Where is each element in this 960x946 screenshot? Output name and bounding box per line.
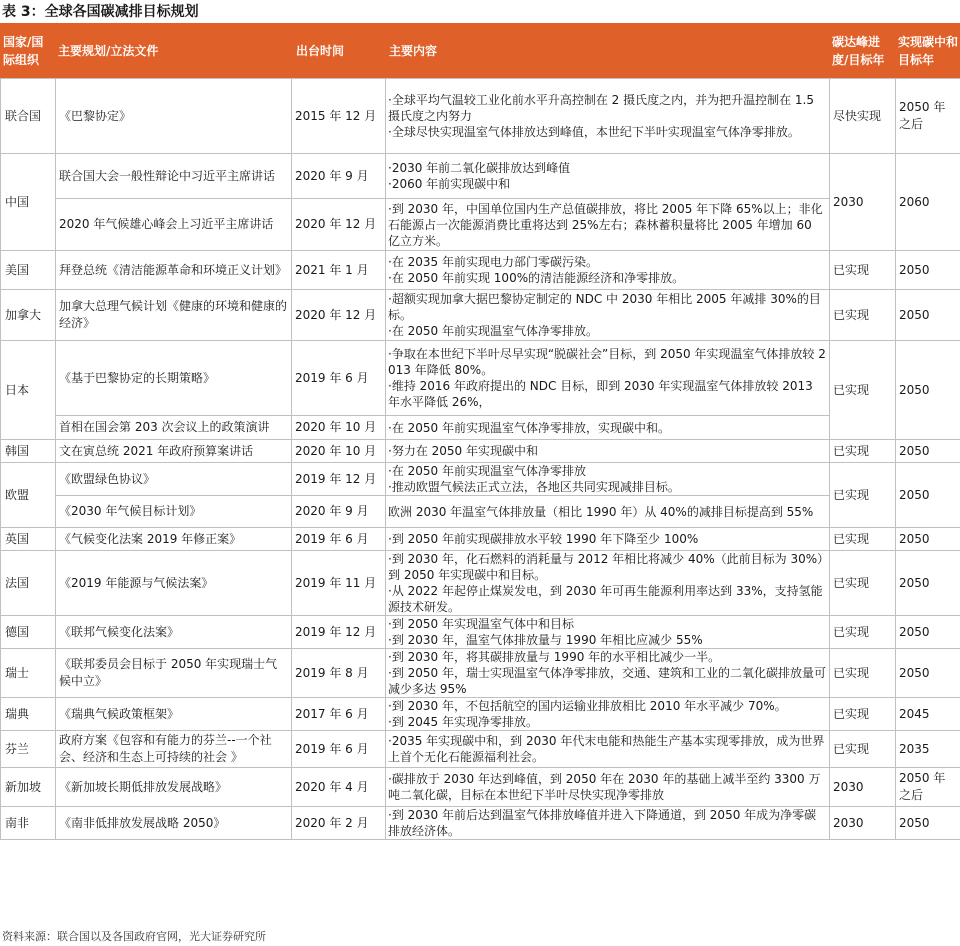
table-title: 表 3：全球各国碳减排目标规划 (2, 4, 199, 20)
date-cell: 2019 年 6 月 (292, 528, 386, 551)
content-line: ·到 2050 年，瑞士实现温室气体净零排放，交通、建筑和工业的二氧化碳排放量可减少多达 95% (388, 666, 826, 696)
table-row (1, 551, 960, 616)
peak-cell: 已实现 (830, 251, 896, 290)
source-note: 资料来源：联合国以及各国政府官网，光大证券研究所 (2, 930, 266, 943)
content-line: ·全球平均气温较工业化前水平升高控制在 2 摄氏度之内，并为把升温控制在 1.5 摄氏度之内努力 (388, 93, 814, 123)
table-row (1, 649, 960, 698)
document-cell: 《气候变化法案 2019 年修正案》 (56, 528, 292, 551)
content-line: ·全球尽快实现温室气体排放达到峰值，本世纪下半叶实现温室气体净零排放。 (388, 125, 800, 139)
country-cell: 法国 (1, 551, 56, 616)
date-cell: 2020 年 9 月 (292, 496, 386, 528)
content-cell (386, 251, 830, 290)
document-cell: 首相在国会第 203 次会议上的政策演讲 (56, 416, 292, 440)
content-cell (386, 698, 830, 731)
content-cell (386, 528, 830, 551)
neutral-cell: 2050 (896, 616, 960, 649)
content-cell (386, 416, 830, 440)
peak-cell: 已实现 (830, 528, 896, 551)
table-row (1, 290, 960, 341)
peak-cell: 2030 (830, 768, 896, 807)
content-line: ·到 2030 年，温室气体排放量与 1990 年相比应减少 55% (388, 633, 703, 647)
document-cell: 《南非低排放发展战略 2050》 (56, 807, 292, 840)
content-line: ·在 2050 年前实现温室气体净零排放。 (388, 324, 598, 338)
neutral-cell: 2050 (896, 341, 960, 440)
date-cell: 2019 年 11 月 (292, 551, 386, 616)
content-line: ·到 2050 年实现温室气体中和目标 (388, 617, 574, 631)
content-line: ·到 2030 年，化石燃料的消耗量与 2012 年相比将减少 40%（此前目标为 30%）到 2050 年实现碳中和目标。 (388, 552, 824, 582)
country-cell: 韩国 (1, 440, 56, 463)
content-cell (386, 440, 830, 463)
neutral-cell: 2050 (896, 440, 960, 463)
peak-cell: 已实现 (830, 649, 896, 698)
document-cell: 《瑞典气候政策框架》 (56, 698, 292, 731)
document-cell: 政府方案《包容和有能力的芬兰--一个社会、经济和生态上可持续的社会 》 (56, 731, 292, 768)
table-row (1, 496, 960, 528)
content-line: ·在 2035 年前实现电力部门零碳污染。 (388, 255, 598, 269)
table-row (1, 341, 960, 416)
country-cell: 欧盟 (1, 463, 56, 528)
neutral-cell: 2045 (896, 698, 960, 731)
table-row (1, 154, 960, 199)
date-cell: 2020 年 12 月 (292, 290, 386, 341)
country-cell: 联合国 (1, 79, 56, 154)
neutral-cell: 2050 年之后 (896, 79, 960, 154)
country-cell: 中国 (1, 154, 56, 251)
content-cell (386, 768, 830, 807)
content-line: ·争取在本世纪下半叶尽早实现“脱碳社会”目标，到 2050 年实现温室气体排放较 2013 年降低 80%。 (388, 347, 826, 377)
country-cell: 加拿大 (1, 290, 56, 341)
table-row (1, 416, 960, 440)
country-cell: 日本 (1, 341, 56, 440)
table-row (1, 79, 960, 154)
date-cell: 2020 年 12 月 (292, 199, 386, 251)
neutral-cell: 2050 (896, 807, 960, 840)
peak-cell: 2030 (830, 807, 896, 840)
content-line: ·到 2030 年前后达到温室气体排放峰值并进入下降通道，到 2050 年成为净零碳排放经济体。 (388, 808, 817, 838)
content-line: ·到 2030 年，将其碳排放量与 1990 年的水平相比减少一半。 (388, 650, 721, 664)
peak-cell: 已实现 (830, 290, 896, 341)
table-row (1, 807, 960, 840)
country-cell: 南非 (1, 807, 56, 840)
content-cell (386, 199, 830, 251)
neutral-cell: 2050 (896, 551, 960, 616)
peak-cell: 已实现 (830, 731, 896, 768)
content-line: ·超额实现加拿大据巴黎协定制定的 NDC 中 2030 年相比 2005 年减排 30%的目标。 (388, 292, 821, 322)
date-cell: 2020 年 10 月 (292, 416, 386, 440)
content-line: 欧洲 2030 年温室气体排放量（相比 1990 年）从 40%的减排目标提高到 55% (388, 504, 814, 519)
header-peak: 碳达峰进度/目标年 (832, 34, 885, 67)
neutral-cell: 2050 (896, 528, 960, 551)
document-cell: 《巴黎协定》 (56, 79, 292, 154)
date-cell: 2019 年 12 月 (292, 463, 386, 496)
document-cell: 联合国大会一般性辩论中习近平主席讲话 (56, 154, 292, 199)
content-line: ·在 2050 年前实现温室气体净零排放，实现碳中和。 (388, 420, 670, 435)
neutral-cell: 2050 (896, 649, 960, 698)
neutral-cell: 2050 (896, 290, 960, 341)
country-cell: 瑞士 (1, 649, 56, 698)
content-cell (386, 551, 830, 616)
content-cell (386, 79, 830, 154)
peak-cell: 尽快实现 (830, 79, 896, 154)
neutral-cell: 2035 (896, 731, 960, 768)
content-line: ·到 2045 年实现净零排放。 (388, 715, 538, 729)
header-doc: 主要规划/立法文件 (58, 43, 159, 58)
peak-cell: 2030 (830, 154, 896, 251)
content-cell (386, 496, 830, 528)
targets-table (0, 78, 960, 840)
content-cell (386, 616, 830, 649)
content-cell (386, 649, 830, 698)
table-row (1, 251, 960, 290)
content-cell (386, 290, 830, 341)
table-row (1, 463, 960, 496)
header-country: 国家/国际组织 (3, 34, 44, 67)
country-cell: 美国 (1, 251, 56, 290)
neutral-cell: 2050 (896, 251, 960, 290)
date-cell: 2019 年 6 月 (292, 341, 386, 416)
header-date: 出台时间 (296, 43, 345, 58)
country-cell: 芬兰 (1, 731, 56, 768)
document-cell: 拜登总统《清洁能源革命和环境正义计划》 (56, 251, 292, 290)
document-cell: 《欧盟绿色协议》 (56, 463, 292, 496)
content-line: ·到 2030 年，不包括航空的国内运输业排放相比 2010 年水平减少 70%。 (388, 699, 787, 713)
country-cell: 英国 (1, 528, 56, 551)
document-cell: 《基于巴黎协定的长期策略》 (56, 341, 292, 416)
document-cell: 加拿大总理气候计划《健康的环境和健康的经济》 (56, 290, 292, 341)
table-row (1, 440, 960, 463)
content-line: ·维持 2016 年政府提出的 NDC 目标，即到 2030 年实现温室气体排放较 2013 年水平降低 26%， (388, 379, 813, 409)
table-row (1, 698, 960, 731)
content-cell (386, 731, 830, 768)
content-cell (386, 341, 830, 416)
table-header (0, 23, 960, 78)
header-content: 主要内容 (389, 43, 438, 58)
date-cell: 2019 年 12 月 (292, 616, 386, 649)
content-line: ·碳排放于 2030 年达到峰值，到 2050 年在 2030 年的基础上减半至约 3300 万吨二氧化碳，目标在本世纪下半叶尽快实现净零排放 (388, 772, 821, 802)
content-line: ·2030 年前二氧化碳排放达到峰值 (388, 161, 571, 175)
content-line: ·到 2050 年前实现碳排放水平较 1990 年下降至少 100% (388, 532, 699, 546)
content-line: ·努力在 2050 年实现碳中和 (388, 444, 538, 458)
table-row (1, 768, 960, 807)
neutral-cell: 2060 (896, 154, 960, 251)
date-cell: 2021 年 1 月 (292, 251, 386, 290)
content-line: ·在 2050 年前实现 100%的清洁能源经济和净零排放。 (388, 271, 685, 285)
document-cell: 2020 年气候雄心峰会上习近平主席讲话 (56, 199, 292, 251)
country-cell: 德国 (1, 616, 56, 649)
peak-cell: 已实现 (830, 440, 896, 463)
date-cell: 2020 年 10 月 (292, 440, 386, 463)
content-line: ·到 2030 年，中国单位国内生产总值碳排放，将比 2005 年下降 65%以上；非化石能源占一次能源消费比重将达到 25%左右；森林蓄积量将比 2005 年增加 60 亿立方米。 (388, 201, 823, 248)
peak-cell: 已实现 (830, 551, 896, 616)
date-cell: 2019 年 8 月 (292, 649, 386, 698)
table-row (1, 731, 960, 768)
date-cell: 2017 年 6 月 (292, 698, 386, 731)
table-row (1, 199, 960, 251)
neutral-cell: 2050 年之后 (896, 768, 960, 807)
date-cell: 2020 年 9 月 (292, 154, 386, 199)
header-neutral: 实现碳中和目标年 (898, 34, 958, 67)
peak-cell: 已实现 (830, 698, 896, 731)
document-cell: 文在寅总统 2021 年政府预算案讲话 (56, 440, 292, 463)
document-cell: 《2030 年气候目标计划》 (56, 496, 292, 528)
peak-cell: 已实现 (830, 463, 896, 528)
content-line: ·推动欧盟气候法正式立法，各地区共同实现减排目标。 (388, 480, 680, 494)
table-wrap (0, 78, 960, 840)
document-cell: 《联邦委员会目标于 2050 年实现瑞士气候中立》 (56, 649, 292, 698)
content-line: ·在 2050 年前实现温室气体净零排放 (388, 464, 586, 478)
content-cell (386, 154, 830, 199)
content-line: ·2035 年实现碳中和，到 2030 年代末电能和热能生产基本实现零排放，成为世界上首个无化石能源福利社会。 (388, 734, 825, 764)
peak-cell: 已实现 (830, 341, 896, 440)
document-cell: 《2019 年能源与气候法案》 (56, 551, 292, 616)
content-line: ·从 2022 年起停止煤炭发电，到 2030 年可再生能源利用率达到 33%，支持氢能源技术研发。 (388, 584, 823, 614)
table-row (1, 528, 960, 551)
neutral-cell: 2050 (896, 463, 960, 528)
table-row (1, 616, 960, 649)
document-cell: 《新加坡长期低排放发展战略》 (56, 768, 292, 807)
country-cell: 新加坡 (1, 768, 56, 807)
date-cell: 2020 年 4 月 (292, 768, 386, 807)
content-cell (386, 807, 830, 840)
country-cell: 瑞典 (1, 698, 56, 731)
document-cell: 《联邦气候变化法案》 (56, 616, 292, 649)
content-line: ·2060 年前实现碳中和 (388, 177, 511, 191)
date-cell: 2020 年 2 月 (292, 807, 386, 840)
peak-cell: 已实现 (830, 616, 896, 649)
date-cell: 2019 年 6 月 (292, 731, 386, 768)
content-cell (386, 463, 830, 496)
date-cell: 2015 年 12 月 (292, 79, 386, 154)
